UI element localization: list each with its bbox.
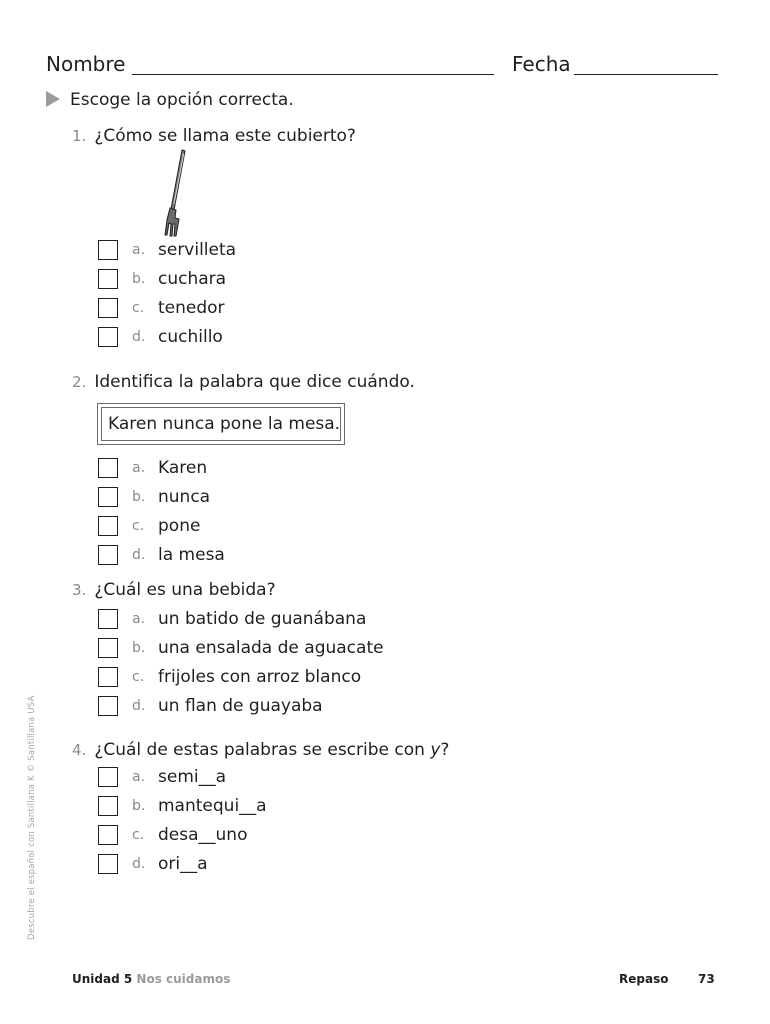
sentence-text: Karen nunca pone la mesa. xyxy=(108,414,341,434)
question-text: ¿Cuál es una bebida? xyxy=(94,580,276,600)
question-text: ¿Cómo se llama este cubierto? xyxy=(94,126,356,146)
checkbox[interactable] xyxy=(98,487,118,507)
option-text: semi__a xyxy=(158,767,227,787)
page-number: 73 xyxy=(698,972,715,986)
question-4 xyxy=(72,740,449,760)
checkbox[interactable] xyxy=(98,825,118,845)
instruction xyxy=(46,90,294,110)
footer-unit xyxy=(72,972,230,986)
option-letter: c. xyxy=(132,300,145,316)
unit-theme: Nos cuidamos xyxy=(136,972,231,986)
checkbox[interactable] xyxy=(98,609,118,629)
arrow-icon xyxy=(46,91,60,107)
option-letter: c. xyxy=(132,827,145,843)
name-label: Nombre xyxy=(46,52,126,76)
question-number: 2. xyxy=(72,373,87,391)
instruction-text: Escoge la opción correcta. xyxy=(70,90,294,110)
date-label: Fecha xyxy=(512,52,571,76)
question-1 xyxy=(72,126,356,146)
question-number: 4. xyxy=(72,741,87,759)
option-text: ori__a xyxy=(158,854,208,874)
option-letter: d. xyxy=(132,329,146,345)
checkbox[interactable] xyxy=(98,638,118,658)
question-number: 1. xyxy=(72,127,87,145)
option-text: cuchillo xyxy=(158,327,223,347)
option-letter: a. xyxy=(132,460,146,476)
option-text: cuchara xyxy=(158,269,227,289)
option-letter: b. xyxy=(132,798,146,814)
option-text: la mesa xyxy=(158,545,225,565)
option-text: pone xyxy=(158,516,201,536)
checkbox[interactable] xyxy=(98,854,118,874)
question-text-end: ? xyxy=(440,740,450,760)
checkbox[interactable] xyxy=(98,667,118,687)
option-letter: b. xyxy=(132,489,146,505)
option-letter: a. xyxy=(132,611,146,627)
footer-section: Repaso xyxy=(619,972,669,986)
checkbox[interactable] xyxy=(98,327,118,347)
option-text: una ensalada de aguacate xyxy=(158,638,384,658)
question-3 xyxy=(72,580,276,600)
fork-icon xyxy=(160,148,190,238)
checkbox[interactable] xyxy=(98,298,118,318)
checkbox[interactable] xyxy=(98,240,118,260)
question-number: 3. xyxy=(72,581,87,599)
option-letter: d. xyxy=(132,856,146,872)
option-letter: b. xyxy=(132,271,146,287)
checkbox[interactable] xyxy=(98,696,118,716)
option-text: un batido de guanábana xyxy=(158,609,367,629)
unit-label: Unidad 5 xyxy=(72,972,133,986)
checkbox[interactable] xyxy=(98,796,118,816)
sentence-box xyxy=(97,403,345,445)
option-text: desa__uno xyxy=(158,825,248,845)
checkbox[interactable] xyxy=(98,269,118,289)
question-text: Identifica la palabra que dice cuándo. xyxy=(94,372,415,392)
option-text: nunca xyxy=(158,487,211,507)
checkbox[interactable] xyxy=(98,767,118,787)
checkbox[interactable] xyxy=(98,545,118,565)
header xyxy=(46,52,718,82)
copyright-sidebar: Descubre el español con Santillana K © Santillana USA xyxy=(27,695,37,940)
question-text: ¿Cuál de estas palabras se escribe con xyxy=(94,740,431,760)
option-letter: c. xyxy=(132,518,145,534)
name-field[interactable] xyxy=(132,74,494,75)
date-field[interactable] xyxy=(574,74,718,75)
option-text: tenedor xyxy=(158,298,225,318)
option-letter: a. xyxy=(132,769,146,785)
question-italic-letter: y xyxy=(430,740,441,760)
option-letter: d. xyxy=(132,698,146,714)
option-text: un flan de guayaba xyxy=(158,696,323,716)
option-letter: d. xyxy=(132,547,146,563)
option-text: mantequi__a xyxy=(158,796,267,816)
option-letter: c. xyxy=(132,669,145,685)
option-text: Karen xyxy=(158,458,208,478)
option-text: frijoles con arroz blanco xyxy=(158,667,362,687)
checkbox[interactable] xyxy=(98,458,118,478)
question-2 xyxy=(72,372,415,392)
checkbox[interactable] xyxy=(98,516,118,536)
option-text: servilleta xyxy=(158,240,237,260)
option-letter: a. xyxy=(132,242,146,258)
option-letter: b. xyxy=(132,640,146,656)
